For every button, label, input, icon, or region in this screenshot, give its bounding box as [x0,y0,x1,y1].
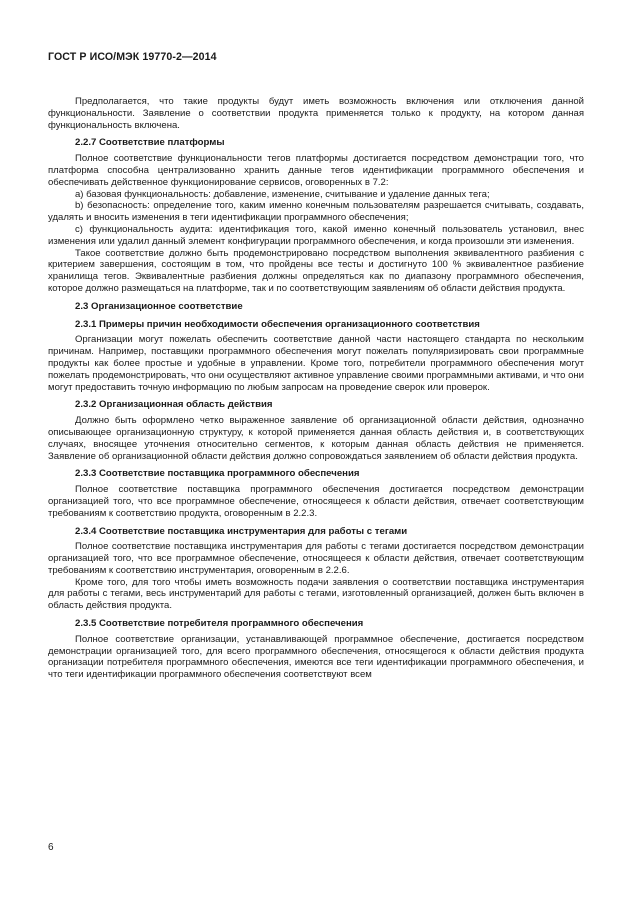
section-heading-2-3: 2.3 Организационное соответствие [75,300,243,312]
paragraph: Организации могут пожелать обеспечить соответствие данной части настоящего стандарта по нескольким причинам. Например, поставщики программного обеспечения могут пожелать популяризировать свои программные продукты как более простые и удобные в управлении. Кроме того, потребители программного обеспечения могут пожелать продемонстрировать, что они осуществляют активное управление своими программными активами, и что они могут предоставить точную информацию по любым запросам на проведение сверок или проверок. [48,334,584,393]
list-item-c: с) функциональность аудита: идентификация того, какой именно конечный пользователь установил, внес изменения или удалил данный элемент конфигурации программного обеспечения, и когда произошли эти изменения. [48,223,584,247]
section-heading-2-3-1: 2.3.1 Примеры причин необходимости обеспечения организационного соответствия [75,318,480,330]
section-heading-2-3-5: 2.3.5 Соответствие потребителя программного обеспечения [75,618,364,630]
paragraph: Полное соответствие функциональности тегов платформы достигается посредством демонстрации того, что платформа способна централизованно хранить данные тегов идентификации программного обеспечения и обеспечивать действенное функционирование сервисов, оговоренных в 7.2: [48,153,584,188]
page-number: 6 [48,842,54,853]
paragraph: Должно быть оформлено четко выраженное заявление об организационной области действия, однозначно описывающее организационную структуру, к которой применяется данная область действия и, в соответствующих случаях, вносящее уточнения относительно сегментов, к которым данная область действия не применяется. Заявление об организационной области действия должно сопровождаться заявлением об области действия продукта. [48,415,584,462]
document-header: ГОСТ Р ИСО/МЭК 19770-2—2014 [48,51,217,63]
section-heading-2-3-3: 2.3.3 Соответствие поставщика программного обеспечения [75,468,360,480]
paragraph: Кроме того, для того чтобы иметь возможность подачи заявления о соответствии поставщика инструментария для работы с тегами, весь инструментарий для работы с тегами, изготовленный организацией, должен быть включен в область действия продукта. [48,576,584,612]
list-item-b: b) безопасность: определение того, каким именно конечным пользователям разрешается считывать, создавать, удалять и вносить изменения в теги идентификации программного обеспечения; [48,200,584,224]
paragraph: Полное соответствие поставщика инструментария для работы с тегами достигается посредством демонстрации организацией того, что все программное обеспечение, относящееся к области действия, отвечает соответствующим требованиям к соответствию инструментария, оговоренным в 2.2.6. [48,541,584,576]
paragraph: Полное соответствие поставщика программного обеспечения достигается посредством демонстрации организацией того, что все программное обеспечение, относящееся к области действия, отвечает соответствующим требованиям к соответствию продукта, оговоренным в 2.2.3. [48,484,584,519]
section-heading-2-2-7: 2.2.7 Соответствие платформы [75,137,225,149]
list-item-a: а) базовая функциональность: добавление, изменение, считывание и удаление данных тега; [75,188,490,200]
section-heading-2-3-4: 2.3.4 Соответствие поставщика инструментария для работы с тегами [75,525,408,537]
document-body [48,96,584,681]
intro-paragraph: Предполагается, что такие продукты будут иметь возможность включения или отключения данной функциональности. Заявление о соответствии продукта применяется только к продукту, на котором данная функциональность включена. [48,96,584,131]
paragraph: Такое соответствие должно быть продемонстрировано посредством выполнения эквивалентного разбиения с критерием завершения, состоящим в том, что пройдены все тесты и достигнуто 100 % эквивалентное разбиение хранилища тегов. Эквивалентные разбиения должны определяться как по диапазону программного обеспечения, которое должно размещаться на платформе, так и по соответствующим заявлениям об области действия продукта. [48,247,584,294]
paragraph: Полное соответствие организации, устанавливающей программное обеспечение, достигается посредством демонстрации организацией того, для всего программного обеспечения, относящегося к области действия продукта организации потребителя программного обеспечения, имеются все теги идентификации программного обеспечения, и что теги идентификации программного обеспечения соответствуют всем [48,633,584,681]
section-heading-2-3-2: 2.3.2 Организационная область действия [75,399,273,411]
